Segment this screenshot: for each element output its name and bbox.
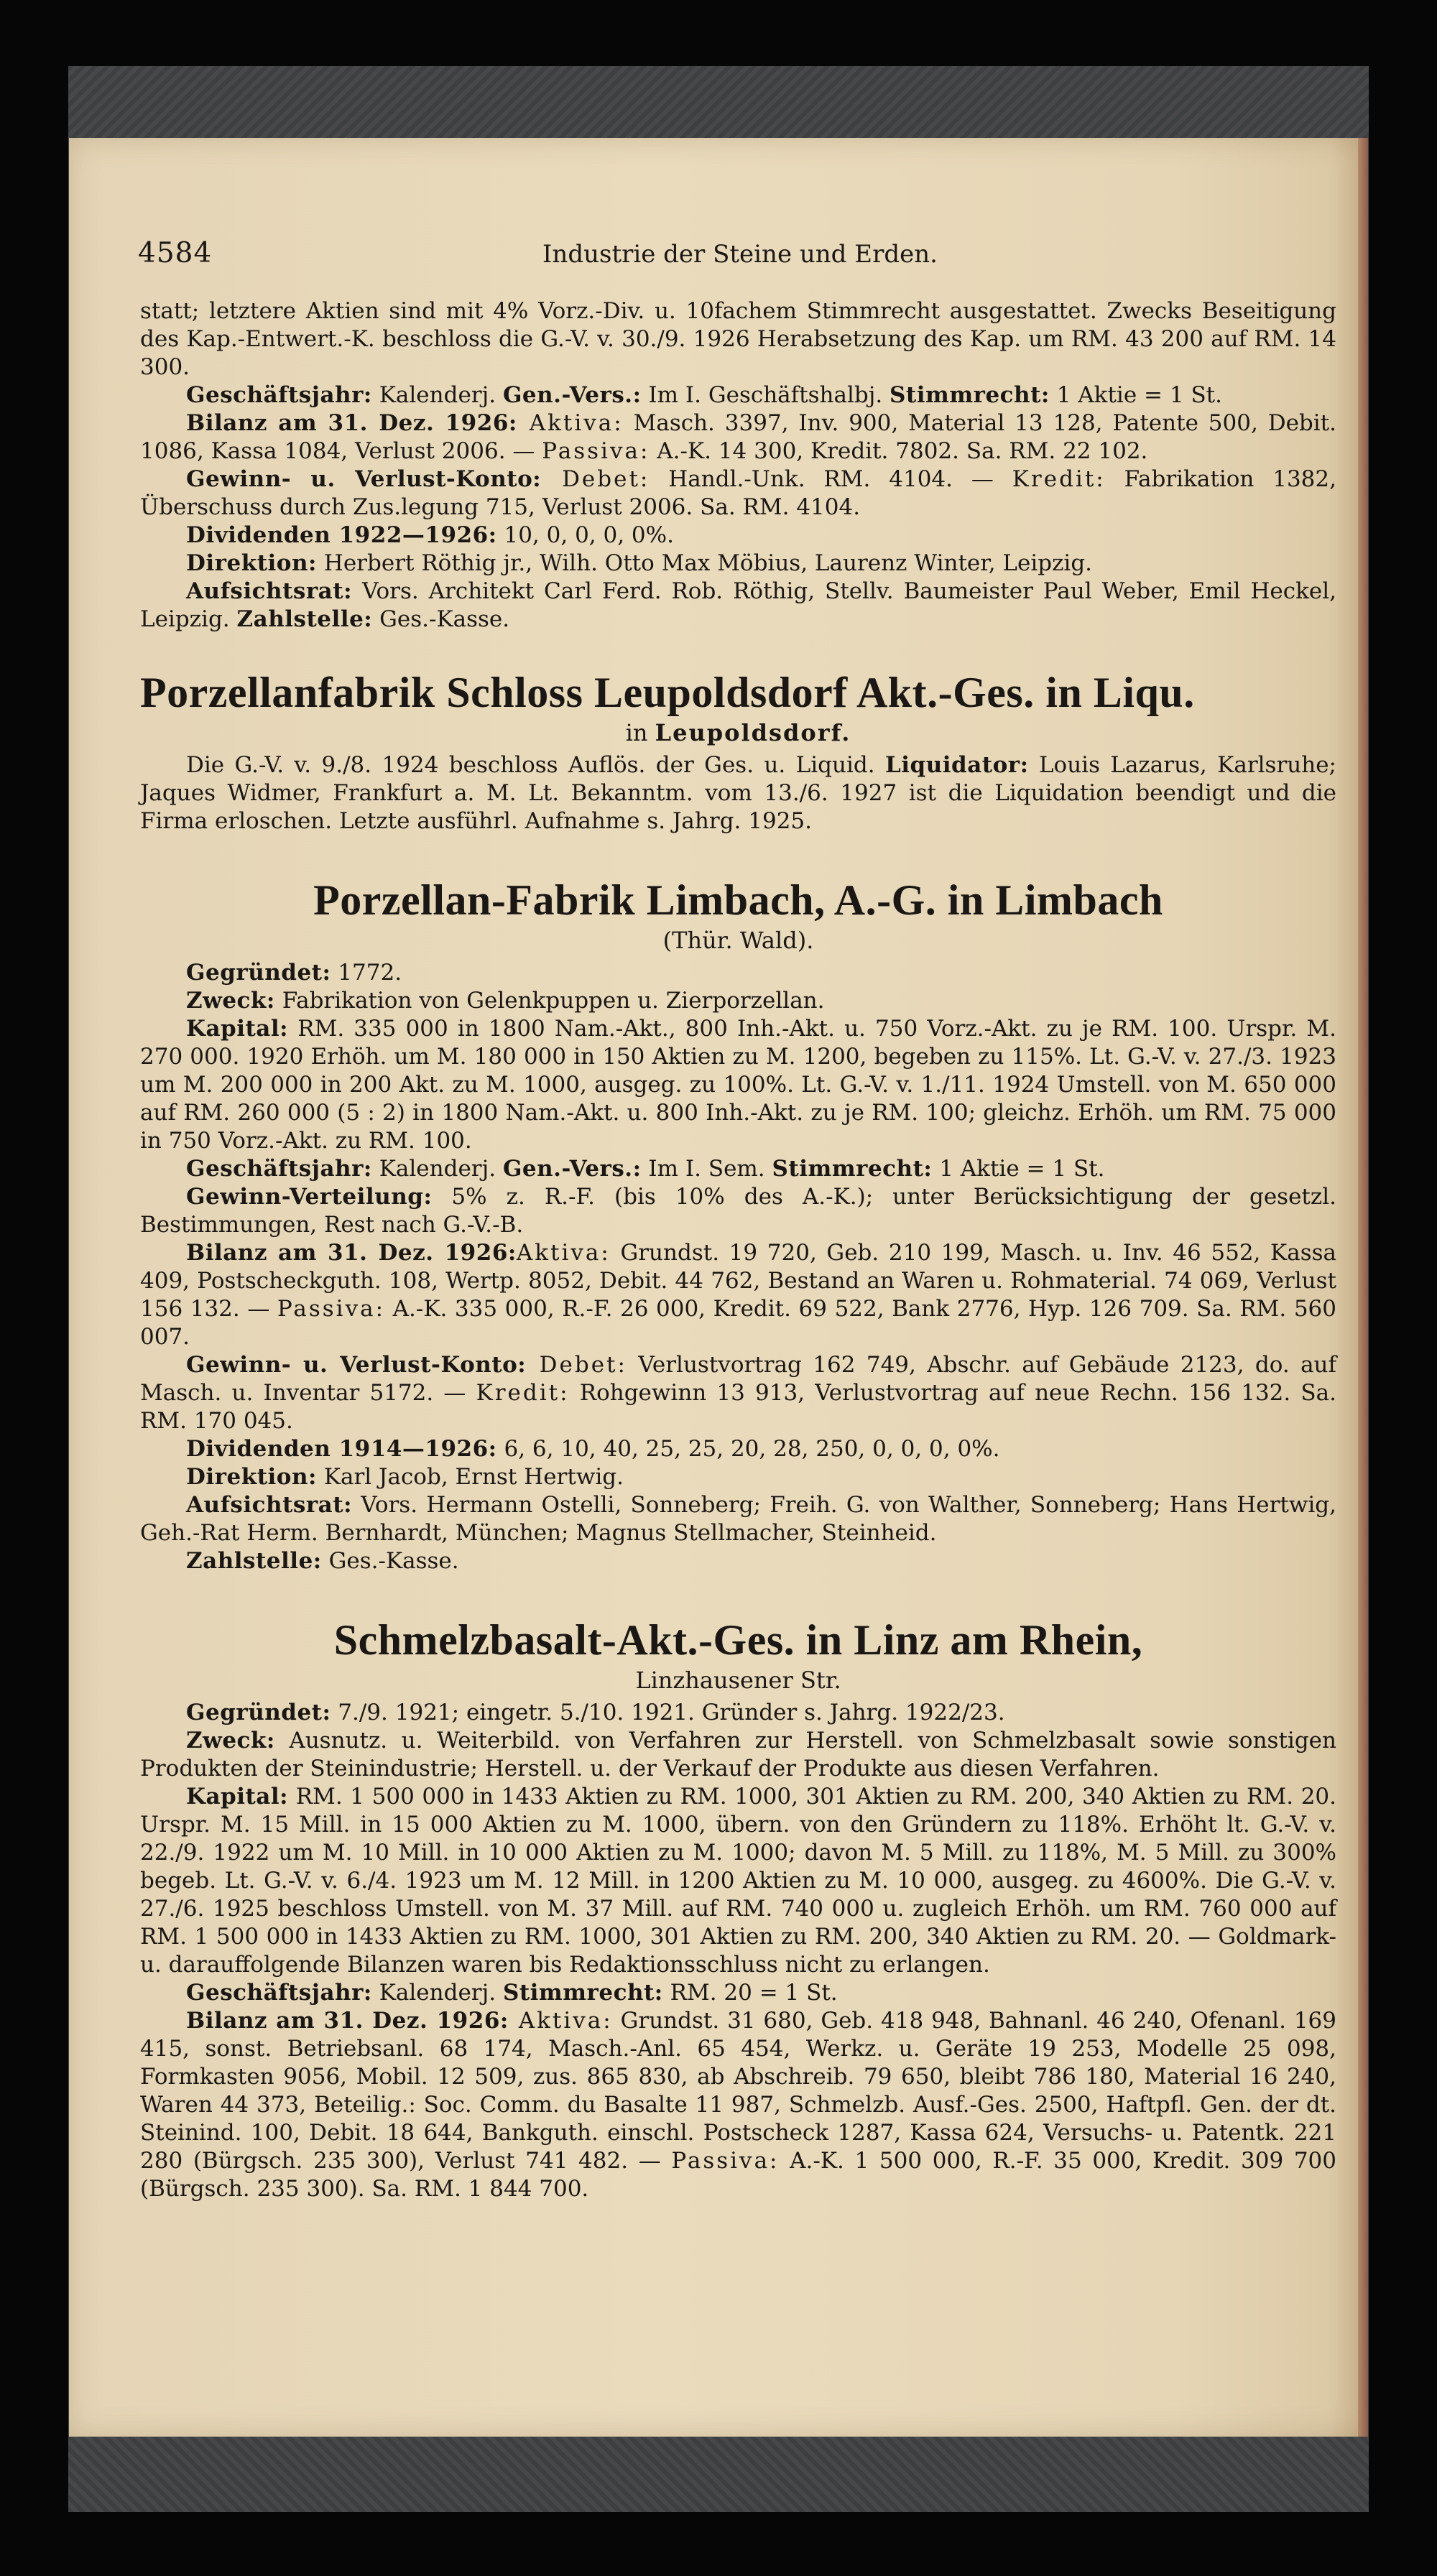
balance-paragraph: Bilanz am 31. Dez. 1926: Aktiva: Grundst. 31 680, Geb. 418 948, Bahnanl. 46 240, Ofenanl. 169 415, sonst. Betriebsanl. 68 174, Masch.-Anl. 65 454, Werkz. u. Geräte 19 253, Modelle 25 098, Formkasten 9056, Mobil. 12 509, zus. 865 830, ab Abschreib. 79 650, bleibt 786 180, Material 16 240, Waren 44 373, Beteilig.: Soc. Comm. du Basalte 11 987, Schmelzb. Ausf.-Ges. 2500, Haftpfl. Gen. der dt. Steinind. 100, Debit. 18 644, Bankguth. einschl. Postscheck 1287, Kassa 624, Versuchs- u. Patentk. 221 280 (Bürgsch. 235 300), Verlust 741 482. — Passiva: A.-K. 1 500 000, R.-F. 35 000, Kredit. 309 700 (Bürgsch. 235 300). Sa. RM. 1 844 700. [140, 2008, 1337, 2202]
capital-paragraph: statt; letztere Aktien sind mit 4% Vorz.-Div. u. 10fachem Stimmrecht ausgestattet. Zwecks Beseitigung des Kap.-Entwert.-K. beschloss die G.-V. v. 30./9. 1926 Herabsetzung des Kap. um RM. 43 200 auf RM. 14 300. [140, 298, 1336, 380]
company-title: Porzellan-Fabrik Limbach, A.-G. in Limbach [313, 876, 1163, 924]
profit-loss-paragraph: Gewinn- u. Verlust-Konto: Debet: Handl.-Unk. RM. 4104. — Kredit: Fabrikation 1382, Überschuss durch Zus.legung 715, Verlust 2006. Sa. RM. 4104. [140, 466, 1336, 520]
dividends-paragraph: Dividenden 1914—1926: 6, 6, 10, 40, 25, 25, 20, 28, 250, 0, 0, 0, 0%. [186, 1436, 1000, 1462]
company-address: Linzhausener Str. [635, 1667, 841, 1694]
company-location: in Leupoldsdorf. [625, 719, 851, 746]
business-year-paragraph: Geschäftsjahr: Kalenderj. Gen.-Vers.: Im I. Sem. Stimmrecht: 1 Aktie = 1 St. [186, 1156, 1105, 1182]
company-title: Schmelzbasalt-Akt.-Ges. in Linz am Rhein, [333, 1616, 1143, 1664]
company-location: (Thür. Wald). [662, 927, 814, 954]
entry-linz [140, 1614, 1336, 2203]
previous-entry-continuation [140, 297, 1336, 634]
management-paragraph: Direktion: Karl Jacob, Ernst Hertwig. [186, 1464, 624, 1490]
purpose-paragraph: Zweck: Fabrikation von Gelenkpuppen u. Zierporzellan. [186, 988, 825, 1014]
running-title: Industrie der Steine und Erden. [542, 240, 938, 269]
page-number: 4584 [138, 237, 213, 269]
page-text-column [140, 237, 1336, 2203]
entry-leupoldsdorf [140, 667, 1336, 835]
book-cover-edge [1358, 138, 1368, 2437]
capital-paragraph: Kapital: RM. 1 500 000 in 1433 Aktien zu RM. 1000, 301 Aktien zu RM. 200, 340 Aktien zu RM. 20. Urspr. M. 15 Mill. in 15 000 Aktien zu M. 1000, übern. von den Gründern zu 118%. Erhöht lt. G.-V. v. 22./9. 1922 um M. 10 Mill. in 10 000 Aktien zu M. 1000; davon M. 5 Mill. zu 118%, M. 5 Mill. zu 300% begeb. Lt. G.-V. v. 6./4. 1923 um M. 12 Mill. in 1200 Aktien zu M. 10 000, ausgeg. zu 4600%. Die G.-V. v. 27./6. 1925 beschloss Umstell. von M. 37 Mill. auf RM. 740 000 u. zugleich Erhöh. um RM. 760 000 auf RM. 1 500 000 in 1433 Aktien zu RM. 1000, 301 Aktien zu RM. 200, 340 Aktien zu RM. 20. — Goldmark- u. darauffolgende Bilanzen waren bis Redaktionsschluss nicht zu erlangen. [140, 1784, 1336, 1978]
paying-agent-paragraph: Zahlstelle: Ges.-Kasse. [186, 1548, 459, 1574]
founded-paragraph: Gegründet: 7./9. 1921; eingetr. 5./10. 1921. Gründer s. Jahrg. 1922/23. [186, 1700, 1005, 1725]
balance-paragraph: Bilanz am 31. Dez. 1926: Aktiva: Masch. 3397, Inv. 900, Material 13 128, Patente 500, Debit. 1086, Kassa 1084, Verlust 2006. — Passiva: A.-K. 14 300, Kredit. 7802. Sa. RM. 22 102. [140, 410, 1336, 464]
purpose-paragraph: Zweck: Ausnutz. u. Weiterbild. von Verfahren zur Herstell. von Schmelzbasalt sowie sonstigen Produkten der Steinindustrie; Herstell. u. der Verkauf der Produkte aus diesen Verfahren. [140, 1728, 1336, 1782]
profit-loss-paragraph: Gewinn- u. Verlust-Konto: Debet: Verlustvortrag 162 749, Abschr. auf Gebäude 2123, do. auf Masch. u. Inventar 5172. — Kredit: Rohgewinn 13 913, Verlustvortrag auf neue Rechn. 156 132. Sa. RM. 170 045. [140, 1352, 1336, 1434]
liquidation-paragraph: Die G.-V. v. 9./8. 1924 beschloss Auflös. der Ges. u. Liquid. Liquidator: Louis Lazarus, Karlsruhe; Jaques Widmer, Frankfurt a. M. Lt. Bekanntm. vom 13./6. 1927 ist die Liquidation beendigt und die Firma erloschen. Letzte ausführl. Aufnahme s. Jahrg. 1925. [140, 752, 1336, 834]
profit-distribution-paragraph: Gewinn-Verteilung: 5% z. R.-F. (bis 10% des A.-K.); unter Berücksichtigung der gesetzl. Bestimmungen, Rest nach G.-V.-B. [140, 1184, 1336, 1238]
supervisory-board-paragraph: Aufsichtsrat: Vors. Hermann Ostelli, Sonneberg; Freih. G. von Walther, Sonneberg; Hans Hertwig, Geh.-Rat Herm. Bernhardt, München; Magnus Stellmacher, Steinheid. [140, 1492, 1336, 1546]
company-title: Porzellanfabrik Schloss Leupoldsdorf Akt.-Ges. in Liqu. [140, 669, 1195, 716]
dividends-paragraph: Dividenden 1922—1926: 10, 0, 0, 0, 0%. [186, 522, 674, 548]
management-paragraph: Direktion: Herbert Röthig jr., Wilh. Otto Max Möbius, Laurenz Winter, Leipzig. [186, 550, 1093, 576]
business-year-paragraph: Geschäftsjahr: Kalenderj. Gen.-Vers.: Im I. Geschäftshalbj. Stimmrecht: 1 Aktie = 1 St. [186, 382, 1222, 408]
founded-paragraph: Gegründet: 1772. [186, 960, 402, 986]
supervisory-board-paragraph: Aufsichtsrat: Vors. Architekt Carl Ferd. Rob. Röthig, Stellv. Baumeister Paul Weber, Emil Heckel, Leipzig. Zahlstelle: Ges.-Kasse. [140, 578, 1336, 632]
capital-paragraph: Kapital: RM. 335 000 in 1800 Nam.-Akt., 800 Inh.-Akt. u. 750 Vorz.-Akt. zu je RM. 100. Urspr. M. 270 000. 1920 Erhöh. um M. 180 000 in 150 Aktien zu M. 1200, begeben zu 115%. Lt. G.-V. v. 27./3. 1923 um M. 200 000 in 200 Akt. zu M. 1000, ausgeg. zu 100%. Lt. G.-V. v. 1./11. 1924 Umstell. von M. 650 000 auf RM. 260 000 (5 : 2) in 1800 Nam.-Akt. u. 800 Inh.-Akt. zu je RM. 100; gleichz. Erhöh. um RM. 75 000 in 750 Vorz.-Akt. zu RM. 100. [140, 1016, 1336, 1154]
running-header [140, 237, 1336, 270]
business-year-paragraph: Geschäftsjahr: Kalenderj. Stimmrecht: RM. 20 = 1 St. [186, 1980, 838, 2006]
entry-limbach [140, 874, 1336, 1575]
balance-paragraph: Bilanz am 31. Dez. 1926:Aktiva: Grundst. 19 720, Geb. 210 199, Masch. u. Inv. 46 552, Kassa 409, Postscheckguth. 108, Wertp. 8052, Debit. 44 762, Bestand an Waren u. Rohmaterial. 74 069, Verlust 156 132. — Passiva: A.-K. 335 000, R.-F. 26 000, Kredit. 69 522, Bank 2776, Hyp. 126 709. Sa. RM. 560 007. [140, 1240, 1336, 1350]
